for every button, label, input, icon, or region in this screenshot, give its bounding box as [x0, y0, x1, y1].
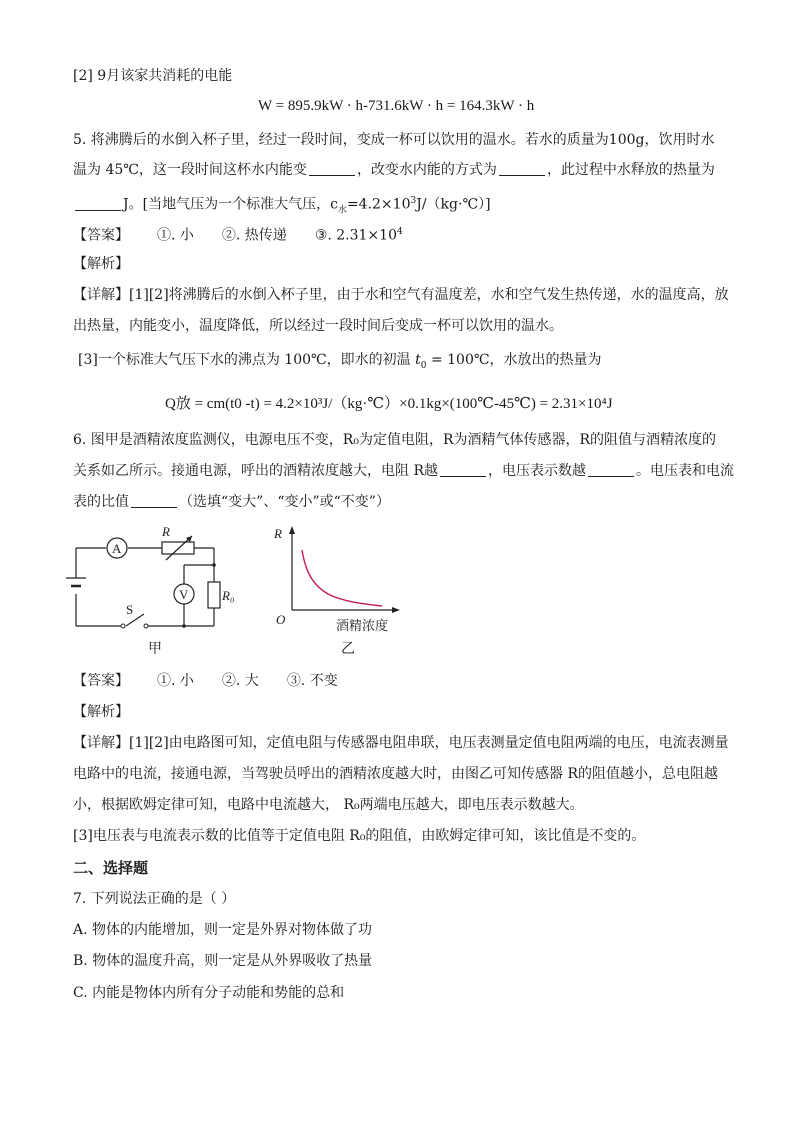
- q5-heat-formula: Q放 = cm(t0 -t) = 4.2×10³J/（kg·℃）×0.1kg×(100℃-45℃) = 2.31×10⁴J: [165, 396, 613, 412]
- switch-label: S: [126, 602, 134, 617]
- q5-analysis-tag: 【解析】: [73, 256, 129, 272]
- q5-line-2: 温为 45℃，这一段时间这杯水内能变 ，改变水内能的方式为 ，此过程中水释放的热量为: [73, 162, 715, 178]
- q5-answer: 【答案】 ①. 小 ②. 热传递 ③. $2.31\times 10^4$: [73, 227, 403, 244]
- graph-y-label: R: [274, 526, 282, 541]
- figure-yi-label: 乙: [341, 641, 355, 657]
- q6-line-3: 表的比值 （选填“变大”、“变小”或“不变”）: [73, 494, 390, 510]
- figure-jia-label: 甲: [148, 641, 162, 657]
- graph-origin: O: [276, 612, 286, 627]
- q6-line-1: 6. 图甲是酒精浓度监测仪，电源电压不变，R₀为定值电阻，R为酒精气体传感器，R的阻值与酒精浓度的: [73, 432, 717, 448]
- q5-blank-1: [309, 161, 355, 176]
- q6-detail-3: 小，根据欧姆定律可知，电路中电流越大， R₀两端电压越大，即电压表示数越大。: [73, 797, 584, 813]
- voltmeter-label: V: [179, 587, 189, 602]
- q5-blank-3: [75, 196, 121, 211]
- q7-stem: 7. 下列说法正确的是（ ）: [73, 891, 236, 907]
- q5-line-3: J。[当地气压为一个标准大气压，$c_水=4.2\times 10^3J/(kg\cdot℃)$]: [73, 191, 491, 220]
- circuit-diagram: [66, 520, 236, 640]
- resistance-curve: [302, 550, 382, 606]
- q6-blank-2: [588, 462, 634, 477]
- q6-blank-3: [131, 493, 177, 508]
- q7-option-b: B. 物体的温度升高，则一定是从外界吸收了热量: [73, 953, 373, 969]
- resistance-concentration-graph: [268, 524, 408, 634]
- r0-label: R₀: [222, 588, 235, 603]
- q6-analysis-tag: 【解析】: [73, 704, 129, 720]
- q6-detail-2: 电路中的电流，接通电源，当驾驶员呼出的酒精浓度越大时，由图乙可知传感器 R的阻值越小，总电阻越: [73, 766, 718, 782]
- q6-detail-4: [3]电压表与电流表示数的比值等于定值电阻 R₀的阻值，由欧姆定律可知，该比值是不变的。: [73, 828, 646, 844]
- q6-blank-1: [440, 462, 486, 477]
- q6-answer: 【答案】 ①. 小 ②. 大 ③. 不变: [73, 673, 338, 689]
- graph-x-label: 酒精浓度: [336, 619, 389, 634]
- sensor-r-label: R: [162, 524, 170, 539]
- energy-intro-line: [2] 9月该家共消耗的电能: [73, 68, 233, 84]
- q5-detail-3: [3]一个标准大气压下水的沸点为 100℃，即水的初温 $t_0$ = 100℃，水放出的热量为: [78, 352, 602, 371]
- q5-blank-2: [499, 161, 545, 176]
- q5-line-1: 5. 将沸腾后的水倒入杯子里，经过一段时间，变成一杯可以饮用的温水。若水的质量为100g，饮用时水: [73, 132, 715, 148]
- q7-option-c: C. 内能是物体内所有分子动能和势能的总和: [73, 985, 345, 1001]
- ammeter-label: A: [112, 541, 122, 556]
- q6-line-2: 关系如乙所示。接通电源，呼出的酒精浓度越大，电阻 R越 ，电压表示数越 。电压表和电流: [73, 463, 734, 479]
- section-title: 二、选择题: [73, 859, 149, 877]
- q5-detail-2: 出热量，内能变小，温度降低，所以经过一段时间后变成一杯可以饮用的温水。: [73, 318, 563, 334]
- q7-option-a: A. 物体的内能增加，则一定是外界对物体做了功: [73, 922, 373, 938]
- energy-formula: W = 895.9kW · h-731.6kW · h = 164.3kW · h: [258, 98, 535, 114]
- q6-detail-1: 【详解】[1][2]由电路图可知，定值电阻与传感器电阻串联，电压表测量定值电阻两端的电压，电流表测量: [73, 735, 729, 751]
- q5-detail-1: 【详解】[1][2]将沸腾后的水倒入杯子里，由于水和空气有温度差，水和空气发生热传递，水的温度高，放: [73, 287, 729, 303]
